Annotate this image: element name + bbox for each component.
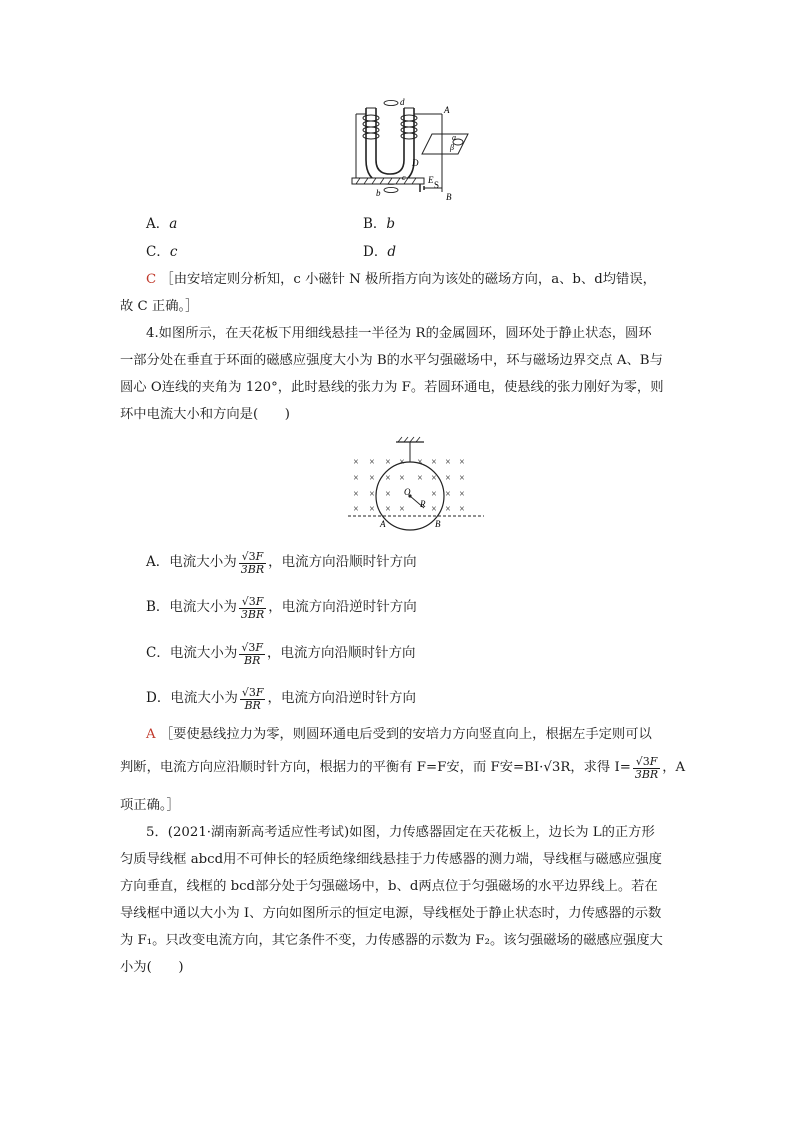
- q4-option-a-prefix: 电流大小为: [169, 554, 237, 571]
- q3-option-b-letter: B．: [363, 216, 387, 232]
- q4-option-b-fraction: $\frac{√3F}{3BR}$: [240, 594, 265, 621]
- q3-option-b: [363, 218, 395, 232]
- svg-text:×: ×: [385, 457, 391, 468]
- svg-text:×: ×: [445, 457, 451, 468]
- q4-option-b-letter: B．: [146, 599, 170, 616]
- q4-option-c-suffix: ，电流方向沿顺时针方向: [267, 645, 416, 662]
- q4-answer-line3: 项正确。］: [120, 798, 180, 813]
- q3-option-d: [363, 246, 396, 260]
- q4-option-b-prefix: 电流大小为: [169, 599, 237, 616]
- q4-option-a: [146, 548, 417, 578]
- svg-text:×: ×: [459, 457, 465, 468]
- q4-answer-fraction: $\frac{√3F}{3BR}$: [634, 754, 659, 781]
- svg-text:×: ×: [353, 489, 359, 500]
- q5-line1: 5．(2021·湖南新高考适应性考试)如图，力传感器固定在天花板上，边长为 L的正方形: [146, 825, 655, 840]
- q4-option-a-num-var: F: [255, 549, 264, 563]
- svg-text:×: ×: [399, 504, 405, 515]
- q4-answer-den: 3BR: [634, 767, 659, 781]
- q4-stem-line4: 环中电流大小和方向是( ): [120, 407, 290, 422]
- q4-option-c: [146, 639, 416, 669]
- q4-option-d-den: BR: [244, 698, 261, 712]
- svg-text:×: ×: [369, 457, 375, 468]
- q5-line6: 小为( ): [120, 960, 184, 975]
- q4-ring-figure: [340, 434, 490, 534]
- q3-option-a-value: a: [169, 216, 178, 232]
- q3-option-c-value: c: [169, 244, 178, 260]
- svg-text:×: ×: [353, 473, 359, 484]
- q4-option-b: [146, 593, 417, 623]
- svg-text:×: ×: [417, 473, 423, 484]
- q4-stem-line1: 4.如图所示，在天花板下用细线悬挂一半径为 R的金属圆环，圆环处于静止状态，圆环: [146, 326, 652, 341]
- q3-option-a-letter: A．: [146, 216, 170, 232]
- svg-text:×: ×: [369, 473, 375, 484]
- q4-option-c-fraction: $\frac{√3F}{BR}$: [241, 640, 263, 667]
- q4-option-c-prefix: 电流大小为: [169, 645, 238, 662]
- svg-text:×: ×: [417, 457, 423, 468]
- q4-answer-text-1: ［要使悬线拉力为零，则圆环通电后受到的安培力方向竖直向上，根据左手定则可以: [159, 727, 652, 742]
- q3-fig-label-B: B: [446, 192, 452, 202]
- q3-option-c: [146, 246, 177, 260]
- q4-option-a-den: 3BR: [240, 562, 265, 576]
- svg-text:×: ×: [353, 457, 359, 468]
- q3-fig-label-d: d: [400, 97, 405, 107]
- q3-option-d-letter: D．: [363, 244, 388, 260]
- svg-text:×: ×: [431, 457, 437, 468]
- q4-option-d-suffix: ，电流方向沿逆时针方向: [267, 690, 416, 707]
- svg-text:×: ×: [459, 504, 465, 515]
- q3-option-d-value: d: [387, 244, 396, 260]
- q4-answer-line2: [120, 752, 685, 784]
- q3-fig-label-beta: β: [450, 143, 454, 152]
- q4-fig-label-B: B: [435, 519, 441, 529]
- q4-fig-label-O: O: [404, 487, 411, 497]
- svg-text:×: ×: [385, 504, 391, 515]
- q3-option-b-value: b: [386, 216, 396, 232]
- svg-text:×: ×: [399, 473, 405, 484]
- q4-option-c-letter: C．: [146, 645, 170, 662]
- q4-option-b-den: 3BR: [240, 607, 265, 621]
- svg-text:×: ×: [459, 489, 465, 500]
- svg-text:×: ×: [445, 473, 451, 484]
- q4-option-b-num-var: F: [255, 594, 264, 608]
- q3-fig-label-D: D: [412, 158, 419, 168]
- q3-electromagnet-figure: [346, 96, 476, 204]
- q4-option-c-num-var: F: [255, 640, 263, 654]
- q4-answer-text-2a: 判断，电流方向应沿顺时针方向，根据力的平衡有 F=F安，而 F安=BI·√3R，求得 I=: [120, 760, 631, 776]
- q4-option-d-prefix: 电流大小为: [170, 690, 238, 707]
- svg-text:×: ×: [431, 489, 437, 500]
- svg-text:×: ×: [399, 457, 405, 468]
- q4-option-d-num-var: F: [255, 685, 264, 699]
- q5-line2: 匀质导线框 abcd用不可伸长的轻质绝缘细线悬挂于力传感器的测力端，导线框与磁感应强度: [120, 852, 662, 867]
- q4-fig-label-R: R: [420, 499, 426, 509]
- q4-option-c-den: BR: [243, 653, 261, 667]
- svg-text:×: ×: [369, 504, 375, 515]
- q3-answer-line1: [146, 273, 656, 286]
- q4-option-c-num-coef: 3: [248, 640, 256, 654]
- q3-fig-label-S: S: [434, 180, 440, 190]
- q3-answer-letter: C: [146, 272, 157, 287]
- q4-answer-num-coef: 3: [642, 754, 650, 768]
- q4-option-d-letter: D．: [146, 690, 171, 707]
- svg-text:×: ×: [459, 473, 465, 484]
- q3-answer-line2: 故 C 正确。］: [120, 299, 199, 314]
- q4-answer-num-var: F: [649, 754, 658, 768]
- svg-text:×: ×: [369, 489, 375, 500]
- svg-text:×: ×: [431, 504, 437, 515]
- svg-text:×: ×: [445, 504, 451, 515]
- q4-option-d-num-coef: 3: [248, 685, 256, 699]
- q3-answer-text-1: ［由安培定则分析知，c 小磁针 N 极所指方向为该处的磁场方向，a、b、d均错误，: [160, 272, 656, 287]
- q3-fig-label-a: a: [452, 133, 456, 142]
- q4-option-d-fraction: $\frac{√3F}{BR}$: [241, 685, 264, 712]
- q4-stem-line2: 一部分处在垂直于环面的磁感应强度大小为 B的水平匀强磁场中，环与磁场边界交点 A、B与: [120, 353, 663, 368]
- q4-option-b-num-coef: 3: [248, 594, 256, 608]
- svg-text:×: ×: [353, 504, 359, 515]
- q5-line3: 方向垂直，线框的 bcd部分处于匀强磁场中，b、d两点位于匀强磁场的水平边界线上。若在: [120, 879, 658, 894]
- q4-answer-text-2b: ，A: [662, 760, 686, 776]
- q4-option-d: [146, 684, 416, 714]
- q4-option-a-fraction: $\frac{√3F}{3BR}$: [240, 549, 265, 576]
- q4-stem-line3: 圆心 O连线的夹角为 120°，此时悬线的张力为 F。若圆环通电，使悬线的张力刚好为零，则: [120, 380, 664, 395]
- q3-option-a: [146, 218, 177, 232]
- q4-option-a-suffix: ，电流方向沿顺时针方向: [268, 554, 417, 571]
- q3-fig-label-b: b: [376, 188, 381, 198]
- svg-text:×: ×: [445, 489, 451, 500]
- q3-option-c-letter: C．: [146, 244, 170, 260]
- q4-option-a-letter: A．: [146, 554, 170, 571]
- q5-line4: 导线框中通以大小为 I、方向如图所示的恒定电源，导线框处于静止状态时，力传感器的示数: [120, 906, 662, 921]
- q4-answer-line1: [146, 728, 652, 741]
- q4-option-b-suffix: ，电流方向沿逆时针方向: [268, 599, 417, 616]
- q4-fig-label-A: A: [380, 519, 386, 529]
- svg-text:×: ×: [431, 473, 437, 484]
- svg-text:×: ×: [385, 489, 391, 500]
- q4-answer-letter: A: [146, 727, 156, 742]
- q4-option-a-num-coef: 3: [248, 549, 256, 563]
- svg-text:×: ×: [385, 473, 391, 484]
- q3-fig-label-c: c: [402, 173, 406, 182]
- q3-fig-label-E: E: [428, 175, 434, 185]
- q3-fig-label-A: A: [444, 105, 450, 115]
- q5-line5: 为 F₁。只改变电流方向，其它条件不变，力传感器的示数为 F₂。该匀强磁场的磁感应强度大: [120, 933, 663, 948]
